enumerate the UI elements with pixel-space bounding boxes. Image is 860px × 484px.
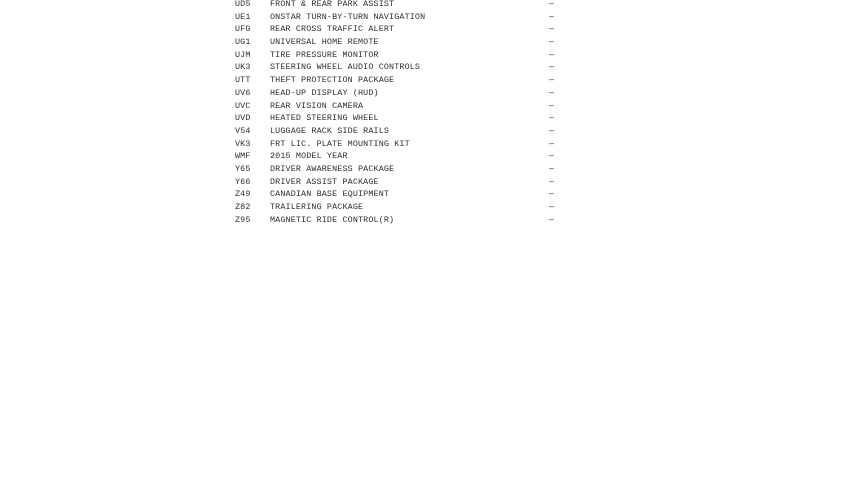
option-price: — xyxy=(549,49,555,60)
option-price: — xyxy=(549,151,555,162)
option-description: FRONT & REAR PARK ASSIST xyxy=(270,0,395,9)
option-row xyxy=(0,87,860,100)
option-price: — xyxy=(549,62,555,73)
option-description: DRIVER ASSIST PACKAGE xyxy=(270,176,379,187)
option-description: DRIVER AWARENESS PACKAGE xyxy=(270,163,395,174)
option-description: STEERING WHEEL AUDIO CONTROLS xyxy=(270,62,421,73)
option-description: MAGNETIC RIDE CONTROL(R) xyxy=(270,214,395,225)
option-row xyxy=(0,0,860,11)
option-description: TRAILERING PACKAGE xyxy=(270,202,364,212)
option-code: UTT xyxy=(235,75,251,86)
option-code: UFG xyxy=(235,24,251,35)
option-price: — xyxy=(549,125,555,136)
option-code: UG1 xyxy=(235,37,251,48)
option-row xyxy=(0,138,860,151)
option-row xyxy=(0,11,860,24)
option-row xyxy=(0,163,860,176)
option-row xyxy=(0,74,860,87)
option-row xyxy=(0,61,860,74)
option-description: REAR CROSS TRAFFIC ALERT xyxy=(270,24,395,35)
option-row xyxy=(0,214,860,227)
option-description: FRT LIC. PLATE MOUNTING KIT xyxy=(270,138,410,149)
option-description: ONSTAR TURN-BY-TURN NAVIGATION xyxy=(270,11,426,22)
option-code: UD5 xyxy=(235,0,251,9)
option-code: VK3 xyxy=(235,138,251,149)
option-code: UVD xyxy=(235,113,251,124)
option-price: — xyxy=(549,75,555,86)
option-row xyxy=(0,23,860,36)
option-description: HEAD-UP DISPLAY (HUD) xyxy=(270,87,379,98)
option-price: — xyxy=(549,100,555,111)
option-price: — xyxy=(549,0,555,9)
option-code: Z49 xyxy=(235,189,251,200)
option-description: LUGGAGE RACK SIDE RAILS xyxy=(270,125,390,136)
option-price: — xyxy=(549,163,555,174)
option-price: — xyxy=(549,37,555,48)
option-code: UJM xyxy=(235,49,251,60)
option-price: — xyxy=(549,11,555,22)
option-description: UNIVERSAL HOME REMOTE xyxy=(270,37,379,48)
option-row xyxy=(0,112,860,125)
option-price: — xyxy=(549,87,555,98)
option-code: UE1 xyxy=(235,11,251,22)
option-code: UVC xyxy=(235,100,251,111)
option-codes-list xyxy=(0,0,860,226)
option-row xyxy=(0,100,860,113)
option-code: WMF xyxy=(235,151,251,162)
option-description: CANADIAN BASE EQUIPMENT xyxy=(270,189,390,200)
option-description: TIRE PRESSURE MONITOR xyxy=(270,49,379,60)
option-price: — xyxy=(549,176,555,187)
option-code: Y65 xyxy=(235,163,251,174)
option-code: UV6 xyxy=(235,87,251,98)
option-price: — xyxy=(549,113,555,124)
option-price: — xyxy=(549,189,555,200)
option-price: — xyxy=(549,214,555,225)
option-row xyxy=(0,188,860,201)
option-code: Z95 xyxy=(235,214,251,225)
option-row xyxy=(0,201,860,214)
option-code: V54 xyxy=(235,125,251,136)
option-row xyxy=(0,36,860,49)
option-code: Y66 xyxy=(235,176,251,187)
option-row xyxy=(0,150,860,163)
option-row xyxy=(0,49,860,62)
option-description: THEFT PROTECTION PACKAGE xyxy=(270,75,395,86)
option-description: HEATED STEERING WHEEL xyxy=(270,113,379,124)
option-code: Z82 xyxy=(235,202,251,212)
option-row xyxy=(0,125,860,138)
option-row xyxy=(0,176,860,189)
option-price: — xyxy=(549,202,555,212)
option-price: — xyxy=(549,138,555,149)
option-description: REAR VISION CAMERA xyxy=(270,100,364,111)
option-description: 2015 MODEL YEAR xyxy=(270,151,348,162)
option-price: — xyxy=(549,24,555,35)
option-code: UK3 xyxy=(235,62,251,73)
